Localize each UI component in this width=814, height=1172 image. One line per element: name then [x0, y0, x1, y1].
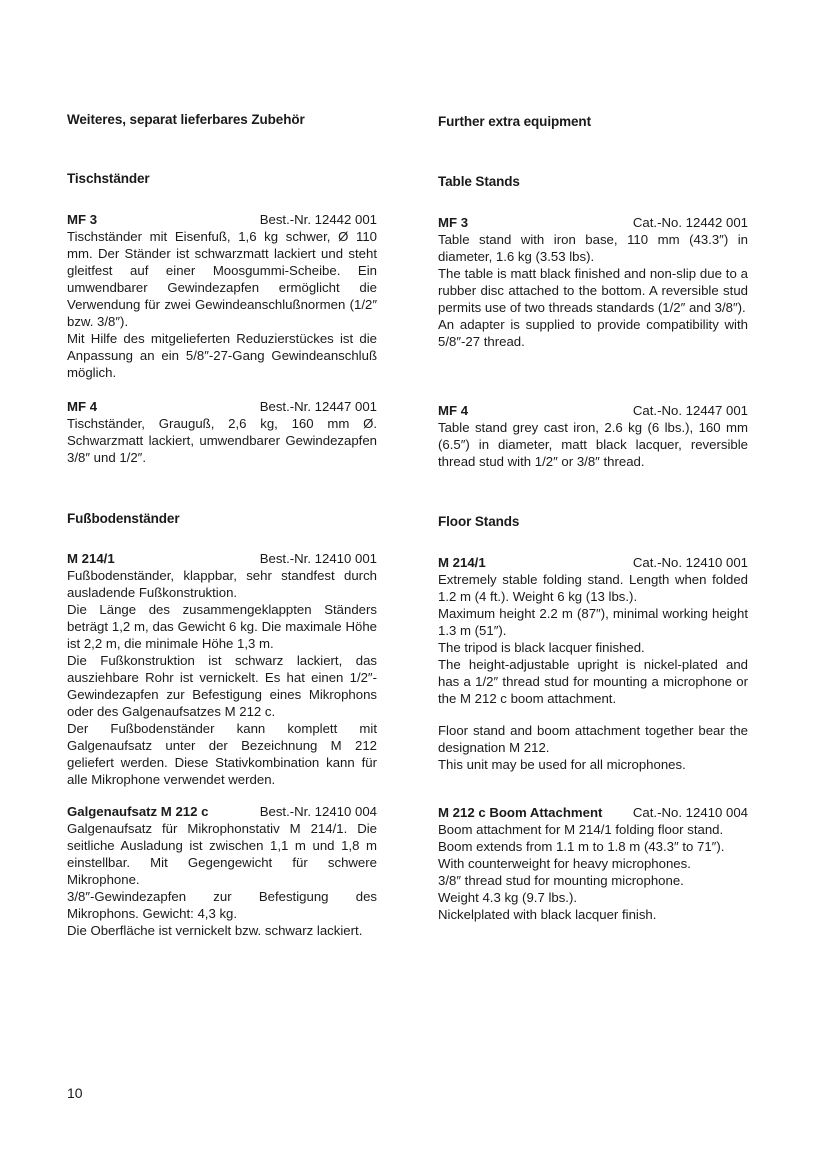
paragraph: Der Fußbodenständer kann komplett mit Galgenaufsatz unter der Bezeichnung M 212 geliefert werden. Diese Stativkombination kann für alle Mikrophone verwendet werden. — [67, 721, 377, 787]
mf4-entry — [67, 398, 377, 466]
paragraph: The tripod is black lacquer finished. — [438, 640, 645, 655]
paragraph: Die Länge des zusammengeklappten Ständers beträgt 1,2 m, das Gewicht 6 kg. Die maximale Höhe ist 2,2 m, die minimale Höhe 1,3 m. — [67, 602, 377, 651]
paragraph: Mit Hilfe des mitgelieferten Reduzierstückes ist die Anpassung an ein 5/8″-27-Gang Gewindeanschluß möglich. — [67, 331, 377, 380]
mf3-description — [67, 228, 377, 381]
paragraph: Maximum height 2.2 m (87″), minimal working height 1.3 m (51″). — [438, 606, 748, 638]
item-name: Galgenaufsatz M 212 c — [67, 804, 209, 819]
catalog-number: Cat.-No. 12447 001 — [632, 403, 748, 418]
m212c-header — [438, 804, 748, 821]
catalog-number: Cat.-No. 12410 001 — [632, 555, 748, 570]
m214-entry — [67, 550, 377, 788]
m212c-description — [67, 820, 377, 939]
mf4-header — [438, 402, 748, 419]
order-number: Best.-Nr. 12447 001 — [259, 399, 377, 414]
order-number: Best.-Nr. 12410 004 — [259, 804, 377, 819]
paragraph: Extremely stable folding stand. Length when folded 1.2 m (4 ft.). Weight 6 kg (13 lbs.). — [438, 572, 748, 604]
m212c-description — [438, 821, 748, 923]
mf3-description — [438, 231, 748, 350]
paragraph: 3/8″-Gewindezapfen zur Befestigung des Mikrophons. Gewicht: 4,3 kg. — [67, 889, 377, 921]
paragraph: Die Oberfläche ist vernickelt bzw. schwarz lackiert. — [67, 923, 363, 938]
table-stands-heading: Tischständer — [67, 171, 150, 186]
order-number: Best.-Nr. 12442 001 — [259, 212, 377, 227]
catalog-number: Cat.-No. 12442 001 — [632, 215, 748, 230]
m212c-header — [67, 803, 377, 820]
item-name: M 212 c Boom Attachment — [438, 805, 603, 820]
paragraph: Tischständer, Grauguß, 2,6 kg, 160 mm Ø. Schwarzmatt lackiert, umwendbarer Gewindezapfen 3/8″ und 1/2″. — [67, 416, 377, 465]
floor-stands-heading: Floor Stands — [438, 514, 520, 529]
mf4-description — [67, 415, 377, 466]
table-stands-heading: Table Stands — [438, 174, 520, 189]
mf3-header — [438, 214, 748, 231]
page-title: Further extra equipment — [438, 114, 591, 129]
mf3-entry — [438, 214, 748, 350]
paragraph: Boom attachment for M 214/1 folding floor stand. — [438, 822, 724, 837]
m214-header — [438, 554, 748, 571]
item-name: M 214/1 — [67, 551, 115, 566]
m214-entry — [438, 554, 748, 707]
catalog-number: Cat.-No. 12410 004 — [632, 805, 748, 820]
paragraph: Table stand with iron base, 110 mm (43.3″) in diameter, 1.6 kg (3.53 lbs). — [438, 232, 748, 264]
paragraph: 3/8″ thread stud for mounting microphone. — [438, 873, 684, 888]
paragraph: Boom extends from 1.1 m to 1.8 m (43.3″ to 71″). — [438, 839, 725, 854]
paragraph: Nickelplated with black lacquer finish. — [438, 907, 657, 922]
paragraph: This unit may be used for all microphones. — [438, 757, 686, 772]
item-name: MF 3 — [67, 212, 98, 227]
mf4-entry — [438, 402, 748, 470]
item-name: MF 3 — [438, 215, 469, 230]
paragraph: Weight 4.3 kg (9.7 lbs.). — [438, 890, 578, 905]
item-name: MF 4 — [438, 403, 469, 418]
paragraph: Floor stand and boom attachment together bear the designation M 212. — [438, 723, 748, 755]
paragraph: The height-adjustable upright is nickel-plated and has a 1/2″ thread stud for mounting a microphone or the M 212 c boom attachment. — [438, 657, 748, 706]
m214-description — [438, 571, 748, 707]
m214-description — [67, 567, 377, 788]
paragraph: Tischständer mit Eisenfuß, 1,6 kg schwer, Ø 110 mm. Der Ständer ist schwarzmatt lackiert und steht gleitfest auf einer Moosgummi-Scheibe. Ein umwendbarer Gewindezapfen ermöglicht die Verwendung für zwei Gewindeanschlußnormen (1/2″ bzw. 3/8″). — [67, 229, 377, 329]
mf3-header — [67, 211, 377, 228]
m212c-entry — [67, 803, 377, 939]
paragraph: Fußbodenständer, klappbar, sehr standfest durch ausladende Fußkonstruktion. — [67, 568, 377, 600]
m214-header — [67, 550, 377, 567]
page-title: Weiteres, separat lieferbares Zubehör — [67, 112, 305, 127]
floor-stands-heading: Fußbodenständer — [67, 511, 180, 526]
page-number: 10 — [67, 1085, 83, 1101]
paragraph: The table is matt black finished and non-slip due to a rubber disc attached to the bottom. A reversible stud permits use of two threads standards (1/2″ and 3/8″). — [438, 266, 748, 315]
item-name: M 214/1 — [438, 555, 486, 570]
paragraph: Die Fußkonstruktion ist schwarz lackiert, das ausziehbare Rohr ist vernickelt. Es hat einen 1/2″-Gewindezapfen zur Befestigung eines Mikrophons oder des Galgenaufsatzes M 212 c. — [67, 653, 377, 719]
item-name: MF 4 — [67, 399, 98, 414]
mf4-header — [67, 398, 377, 415]
m212-combination-note — [438, 722, 748, 773]
mf4-description — [438, 419, 748, 470]
paragraph: With counterweight for heavy microphones. — [438, 856, 691, 871]
order-number: Best.-Nr. 12410 001 — [259, 551, 377, 566]
paragraph: Galgenaufsatz für Mikrophonstativ M 214/1. Die seitliche Ausladung ist zwischen 1,1 m und 1,8 m einstellbar. Mit Gegengewicht für schwere Mikrophone. — [67, 821, 377, 887]
m212c-entry — [438, 804, 748, 923]
mf3-entry — [67, 211, 377, 381]
paragraph: An adapter is supplied to provide compatibility with 5/8″-27 thread. — [438, 317, 748, 349]
paragraph: Table stand grey cast iron, 2.6 kg (6 lbs.), 160 mm (6.5″) in diameter, matt black lacquer, reversible thread stud with 1/2″ or 3/8″ thread. — [438, 420, 748, 469]
